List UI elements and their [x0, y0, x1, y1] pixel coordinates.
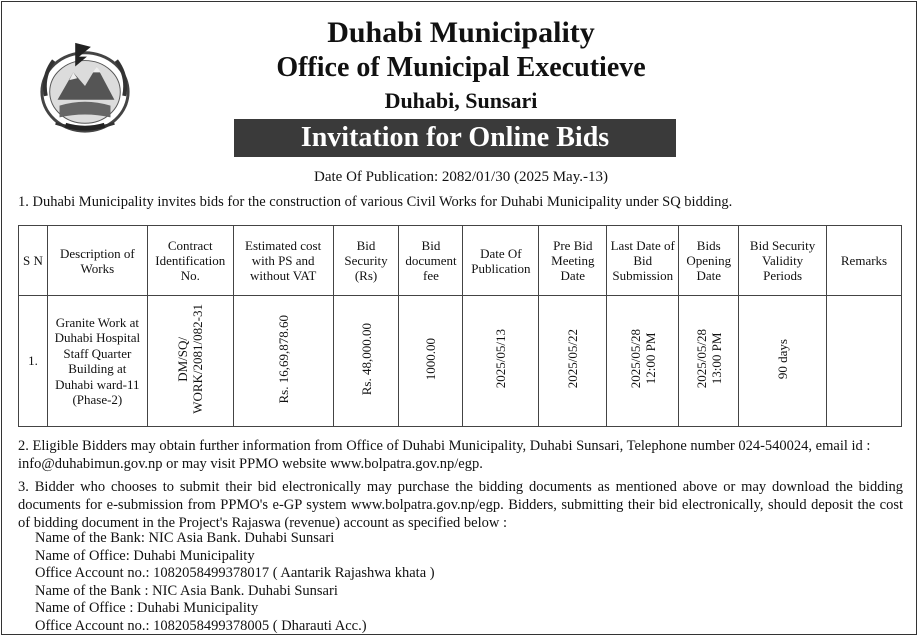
publication-text: 2025/05/13 — [493, 329, 509, 389]
cell-sn: 1. — [19, 296, 48, 427]
location: Duhabi, Sunsari — [384, 88, 538, 113]
header-publication: Date Of Publication — [463, 226, 539, 296]
table-header-row — [19, 226, 902, 296]
header-contract-id: Contract Identification No. — [147, 226, 233, 296]
header-opening-date: Bids Opening Date — [679, 226, 739, 296]
last-date-day: 2025/05/28 — [627, 329, 643, 389]
opening-date-day: 2025/05/28 — [693, 329, 709, 389]
header-bid-security: Bid Security (Rs) — [333, 226, 399, 296]
bid-security-text: Rs. 48,000.00 — [358, 322, 374, 396]
header-validity: Bid Security Validity Periods — [739, 226, 827, 296]
header-remarks: Remarks — [827, 226, 902, 296]
cell-opening-date — [679, 296, 739, 427]
header-pre-bid: Pre Bid Meeting Date — [539, 226, 607, 296]
cell-contract-id-text — [175, 304, 205, 414]
bank-line: Office Account no.: 1082058499378017 ( Aantarik Rajashwa khata ) — [35, 565, 435, 581]
bank-line: Name of Office : Duhabi Municipality — [35, 600, 259, 616]
cell-bid-security — [333, 296, 399, 427]
pre-bid-text: 2025/05/22 — [565, 329, 581, 389]
cell-validity — [739, 296, 827, 427]
last-date-time: 12:00 PM — [642, 333, 658, 385]
office-name: Office of Municipal Executieve — [276, 52, 646, 83]
contract-id-part1: DM/SQ/ — [175, 336, 191, 382]
header-last-date: Last Date of Bid Submission — [607, 226, 679, 296]
contract-id-part2: WORK/2081/082-31 — [190, 304, 206, 414]
bank-details — [35, 530, 435, 635]
bank-line: Office Account no.: 1082058499378005 ( Dharauti Acc.) — [35, 617, 367, 634]
cell-contract-id — [147, 296, 233, 427]
header-estimated-cost: Estimated cost with PS and without VAT — [233, 226, 333, 296]
cell-doc-fee — [399, 296, 463, 427]
cell-publication — [463, 296, 539, 427]
opening-date-text — [694, 329, 724, 388]
header-description: Description of Works — [47, 226, 147, 296]
doc-fee-text: 1000.00 — [423, 337, 439, 381]
publication-date: Date Of Publication: 2082/01/30 (2025 May.-13) — [314, 169, 608, 185]
bank-line: Name of the Bank : NIC Asia Bank. Duhabi Sunsari — [35, 582, 338, 599]
notice-title-banner: Invitation for Online Bids — [234, 119, 676, 157]
paragraph-invitation: 1. Duhabi Municipality invites bids for the construction of various Civil Works for Duhabi Municipality under SQ bidding. — [18, 194, 733, 210]
opening-date-time: 13:00 PM — [708, 333, 724, 385]
notice-page — [1, 1, 917, 635]
last-date-text — [628, 329, 658, 388]
paragraph-e-submission: 3. Bidder who chooses to submit their bid electronically may purchase the bidding documents as mentioned above or may download the bidding documents for e-submission from PPMO's e-GP system www.bolpatra.gov.np/egp. Bidders, submitting their bid electronically, should deposit the cost of bidding document in the Project's Rajaswa (revenue) account as specified below : — [18, 479, 903, 531]
paragraph-information: 2. Eligible Bidders may obtain further information from Office of Duhabi Municipality, Duhabi Sunsari, Telephone number 024-540024, email id : info@duhabimun.gov.np or may visit PPMO website www.bolpatra.gov.np/egp. — [18, 438, 871, 472]
header-sn: S N — [19, 226, 48, 296]
cell-remarks — [827, 296, 902, 427]
bank-line: Name of the Bank: NIC Asia Bank. Duhabi Sunsari — [35, 530, 335, 546]
bank-line: Name of Office: Duhabi Municipality — [35, 547, 255, 564]
municipality-name: Duhabi Municipality — [327, 16, 595, 49]
cell-description: Granite Work at Duhabi Hospital Staff Quarter Building at Duhabi ward-11 (Phase-2) — [47, 296, 147, 427]
bid-table — [18, 225, 902, 427]
header-doc-fee: Bid document fee — [399, 226, 463, 296]
validity-text: 90 days — [775, 338, 791, 380]
table-row — [19, 296, 902, 427]
estimated-cost-text: Rs. 16,69,878.60 — [275, 314, 291, 404]
cell-pre-bid — [539, 296, 607, 427]
cell-last-date — [607, 296, 679, 427]
cell-estimated-cost — [233, 296, 333, 427]
